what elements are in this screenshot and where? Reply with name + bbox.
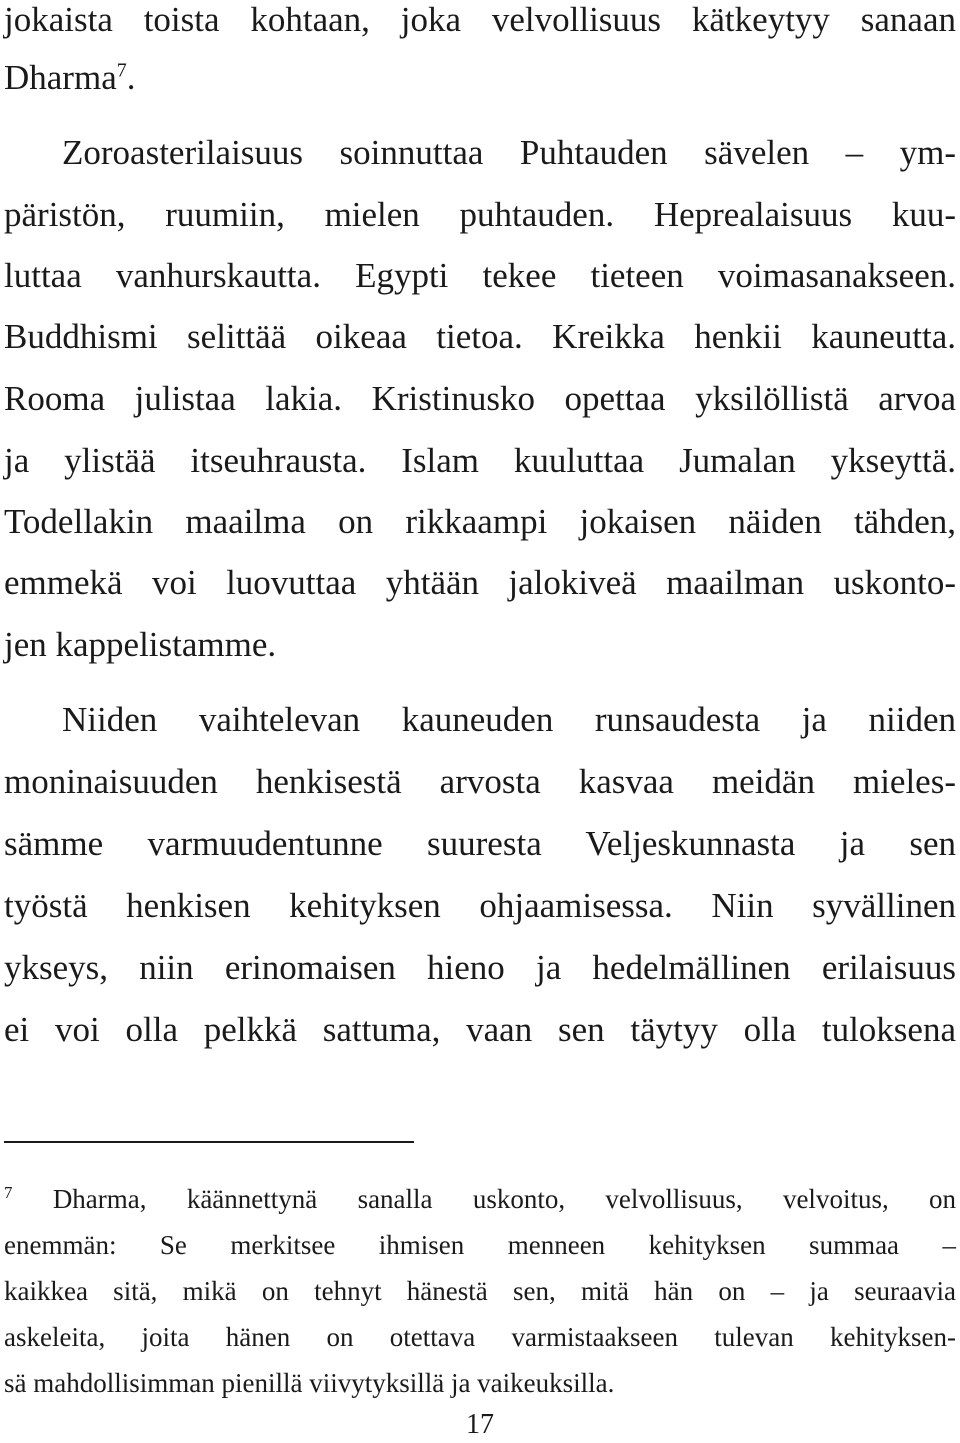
footnote-separator bbox=[4, 1141, 414, 1143]
footnote-reference[interactable]: 7 bbox=[116, 59, 127, 82]
footnote-line-4: askeleita, joita hänen on otettava varmistaakseen tulevan kehityksen- bbox=[4, 1322, 956, 1352]
footnote-line-2: enemmän: Se merkitsee ihmisen menneen kehityksen summaa – bbox=[4, 1230, 956, 1260]
period: . bbox=[126, 58, 136, 97]
footnote-line-1 bbox=[4, 1182, 956, 1216]
body-line-8: ja ylistää itseuhrausta. Islam kuuluttaa Jumalan ykseyttä. bbox=[4, 441, 956, 480]
body-line-3: Zoroasterilaisuus soinnuttaa Puhtauden sävelen – ym- bbox=[62, 133, 956, 172]
footnote-text-1: Dharma, käännettynä sanalla uskonto, velvollisuus, velvoitus, on bbox=[52, 1184, 957, 1214]
body-line-9: Todellakin maailma on rikkaampi jokaisen näiden tähden, bbox=[4, 502, 956, 541]
page-number: 17 bbox=[466, 1409, 494, 1440]
dharma-word: Dharma bbox=[4, 58, 117, 97]
body-line-15: työstä henkisen kehityksen ohjaamisessa. Niin syvällinen bbox=[4, 886, 956, 925]
body-line-11: jen kappelistamme. bbox=[4, 625, 277, 664]
body-line-14: sämme varmuudentunne suuresta Veljeskunnasta ja sen bbox=[4, 824, 956, 863]
body-line-2 bbox=[4, 58, 956, 98]
body-line-10: emmekä voi luovuttaa yhtään jalokiveä maailman uskonto- bbox=[4, 563, 956, 602]
body-line-17: ei voi olla pelkkä sattuma, vaan sen täytyy olla tuloksena bbox=[4, 1010, 956, 1049]
body-line-4: päristön, ruumiin, mielen puhtauden. Heprealaisuus kuu- bbox=[4, 195, 956, 234]
footnote-number: 7 bbox=[4, 1183, 13, 1202]
body-line-7: Rooma julistaa lakia. Kristinusko opettaa yksilöllistä arvoa bbox=[4, 379, 956, 418]
body-line-1: jokaista toista kohtaan, joka velvollisuus kätkeytyy sanaan bbox=[4, 0, 956, 39]
footnote-line-5: sä mahdollisimman pienillä viivytyksillä ja vaikeuksilla. bbox=[4, 1368, 615, 1398]
body-line-12: Niiden vaihtelevan kauneuden runsaudesta ja niiden bbox=[62, 700, 956, 739]
body-line-6: Buddhismi selittää oikeaa tietoa. Kreikka henkii kauneutta. bbox=[4, 317, 956, 356]
footnote-line-3: kaikkea sitä, mikä on tehnyt hänestä sen, mitä hän on – ja seuraavia bbox=[4, 1276, 956, 1306]
body-line-13: moninaisuuden henkisestä arvosta kasvaa meidän mieles- bbox=[4, 762, 956, 801]
body-line-16: ykseys, niin erinomaisen hieno ja hedelmällinen erilaisuus bbox=[4, 948, 956, 987]
body-line-5: luttaa vanhurskautta. Egypti tekee tieteen voimasanakseen. bbox=[4, 256, 956, 295]
